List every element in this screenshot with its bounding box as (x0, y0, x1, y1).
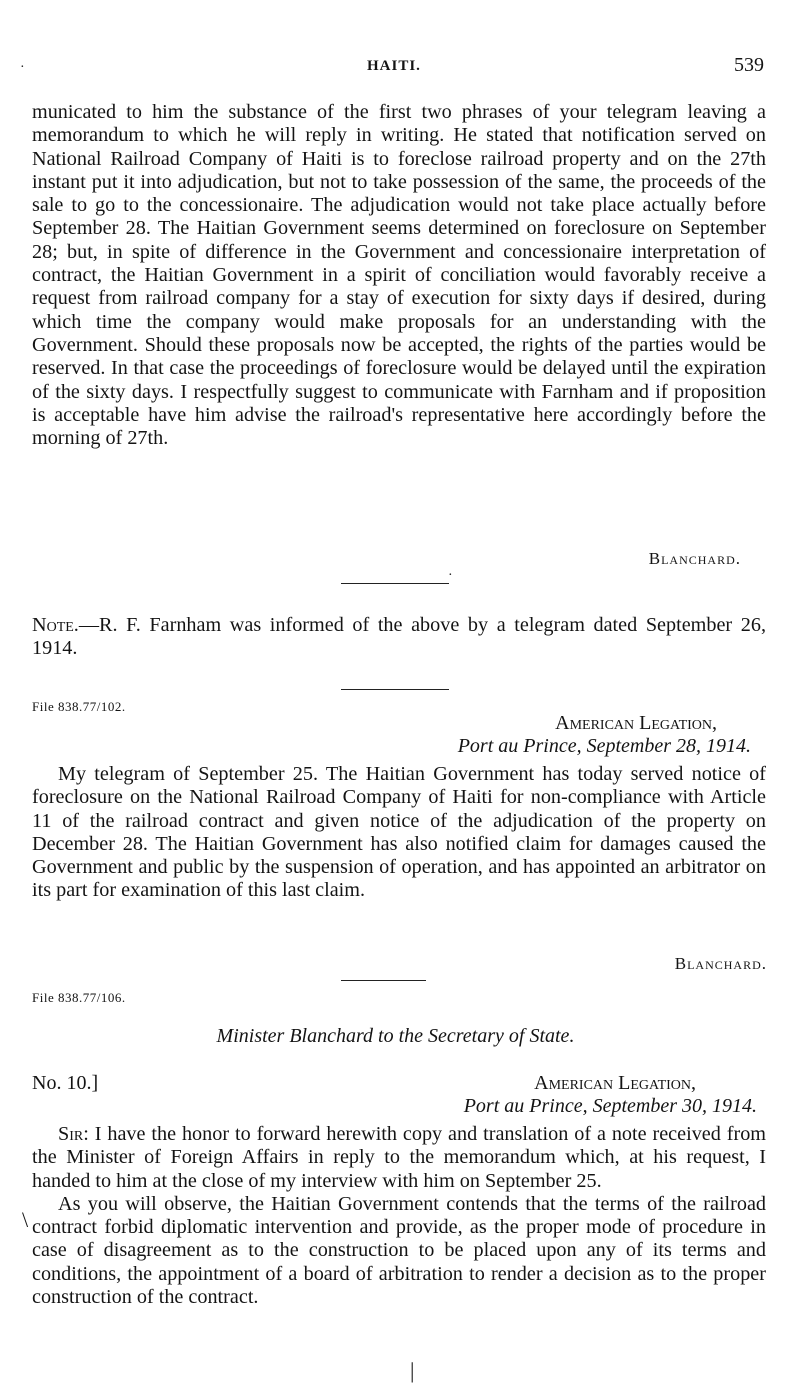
sept-28-paragraph: My telegram of September 25. The Haitian Government has today served notice of foreclosure on the National Railroad Company of Haiti for non-compliance with Article 11 of the railroad contract and given notice of the adjudication of the property on December 28. The Haitian Government has also notified claim for damages caused the Government and public by the suspension of operation, and has appointed an arbitrator on its part for examination of this last claim. (32, 763, 766, 902)
scan-speck: · (448, 568, 453, 583)
telegram-paragraph: municated to him the substance of the first two phrases of your telegram leaving a memorandum to which he will reply in writing. He stated that notification served on National Railroad Company of Haiti is to foreclose railroad property and on the 27th instant put it into adjudication, but not to take possession of the same, the proceeds of the sale to go to the concessionaire. The adjudication would not take place actually before September 28. The Haitian Government seems determined on foreclosure on September 28; but, in spite of difference in the Government and concessionaire interpretation of contract, the Haitian Government in a spirit of conciliation would favorably receive a request from railroad company for a stay of execution for sixty days if desired, during which time the company would make proposals for an understanding with the Government. Should these proposals now be accepted, the rights of the parties would be reserved. In that case the proceedings of foreclosure would be delayed until the expiration of the sixty days. I respectfully suggest to communicate with Farnham and if proposition is acceptable have him advise the railroad's representative here accordingly before the morning of 27th. (32, 101, 766, 450)
note-block (32, 614, 766, 661)
telegram-sept-28 (32, 763, 766, 903)
despatch-paragraph-1-text: I have the honor to forward herewith copy and translation of a note received from the Minister of Foreign Affairs in reply to the memorandum which, at his request, I handed to him at the close of my interview with him on September 25. (32, 1123, 766, 1192)
signature-blanchard-2: Blanchard. (674, 954, 767, 973)
legation-heading-1: American Legation, (555, 712, 717, 734)
dateline-1: Port au Prince, September 28, 1914. (457, 735, 751, 757)
note-text: —R. F. Farnham was informed of the above by a telegram dated September 26, 1914. (32, 614, 766, 660)
section-divider-1 (341, 583, 449, 584)
margin-bracket-mark: | (410, 1358, 415, 1383)
running-title: HAITI. (367, 58, 421, 74)
salutation: Sir: (58, 1123, 89, 1145)
scan-speck: · (20, 60, 25, 75)
section-divider-3 (341, 980, 426, 981)
note-label: Note. (32, 614, 79, 636)
page-number: 539 (734, 54, 764, 76)
continued-telegram (32, 101, 766, 450)
legation-heading-2: American Legation, (534, 1072, 696, 1094)
section-divider-2 (341, 689, 449, 690)
signature-blanchard-1: Blanchard. (648, 549, 741, 568)
despatch-number: No. 10.] (32, 1072, 99, 1094)
margin-bracket-mark: \ (22, 1207, 29, 1232)
running-head (0, 54, 791, 84)
despatch-body (32, 1123, 766, 1309)
despatch-heading: Minister Blanchard to the Secretary of State. (216, 1025, 575, 1047)
dateline-2: Port au Prince, September 30, 1914. (463, 1095, 757, 1117)
despatch-paragraph-1 (32, 1123, 766, 1193)
note-paragraph (32, 614, 766, 661)
file-reference-106: File 838.77/106. (32, 990, 126, 1005)
file-reference-102: File 838.77/102. (32, 699, 126, 714)
despatch-paragraph-2: As you will observe, the Haitian Government contends that the terms of the railroad contract forbid diplomatic intervention and provide, as the proper mode of procedure in case of disagreement as to the construction to be placed upon any of its terms and conditions, the appointment of a board of arbitration to render a decision as to the proper construction of the contract. (32, 1192, 766, 1309)
